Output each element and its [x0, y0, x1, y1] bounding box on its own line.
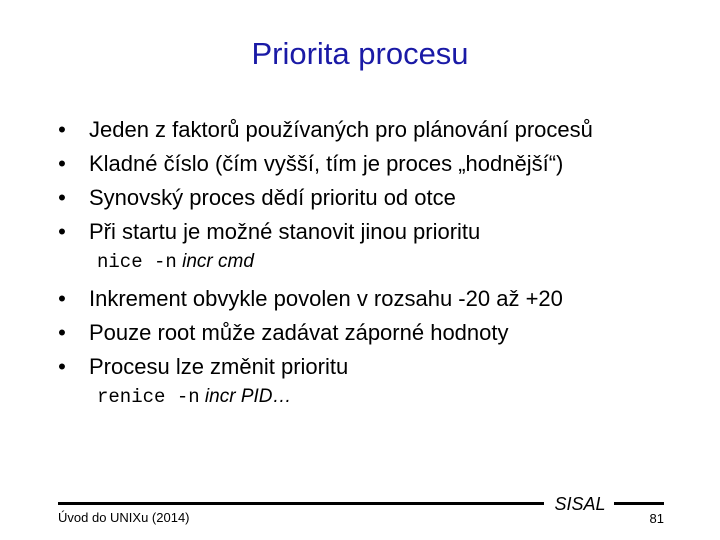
bullet-icon: • — [58, 219, 66, 244]
code-argument-cmd: cmd — [218, 251, 254, 272]
list-item — [56, 147, 593, 181]
code-example-nice — [97, 250, 254, 274]
list-item-text: Jeden z faktorů používaných pro plánování procesů — [89, 117, 593, 142]
list-item — [56, 113, 593, 147]
code-argument-incr: incr — [182, 251, 213, 272]
bullet-icon: • — [58, 151, 66, 176]
bullet-icon: • — [58, 286, 66, 311]
bullet-list-top — [56, 113, 593, 249]
list-item-text: Při startu je možné stanovit jinou prioritu — [89, 219, 481, 244]
list-item-text: Procesu lze změnit prioritu — [89, 354, 349, 379]
footer-divider-left — [58, 502, 544, 505]
code-example-renice — [97, 385, 292, 409]
list-item-text: Pouze root může zadávat záporné hodnoty — [89, 320, 509, 345]
list-item — [56, 316, 563, 350]
code-command: renice -n — [97, 386, 200, 408]
footer-brand-logo: SISAL — [554, 494, 606, 514]
list-item — [56, 282, 563, 316]
code-argument-pid: PID… — [240, 386, 292, 407]
bullet-list-bottom — [56, 282, 563, 384]
list-item-text: Synovský proces dědí prioritu od otce — [89, 185, 456, 210]
slide-title: Priorita procesu — [251, 36, 469, 71]
bullet-icon: • — [58, 354, 66, 379]
footer-course-label: Úvod do UNIXu (2014) — [58, 510, 190, 525]
list-item-text: Kladné číslo (čím vyšší, tím je proces „hodnější“) — [89, 151, 564, 176]
bullet-icon: • — [58, 320, 66, 345]
code-command: nice -n — [97, 251, 177, 273]
footer-divider-right — [614, 502, 664, 505]
list-item — [56, 181, 593, 215]
list-item — [56, 350, 563, 384]
bullet-icon: • — [58, 117, 66, 142]
list-item — [56, 215, 593, 249]
list-item-text: Inkrement obvykle povolen v rozsahu -20 až +20 — [89, 286, 563, 311]
code-argument-incr: incr — [204, 386, 236, 407]
page-number: 81 — [649, 511, 664, 526]
bullet-icon: • — [58, 185, 66, 210]
